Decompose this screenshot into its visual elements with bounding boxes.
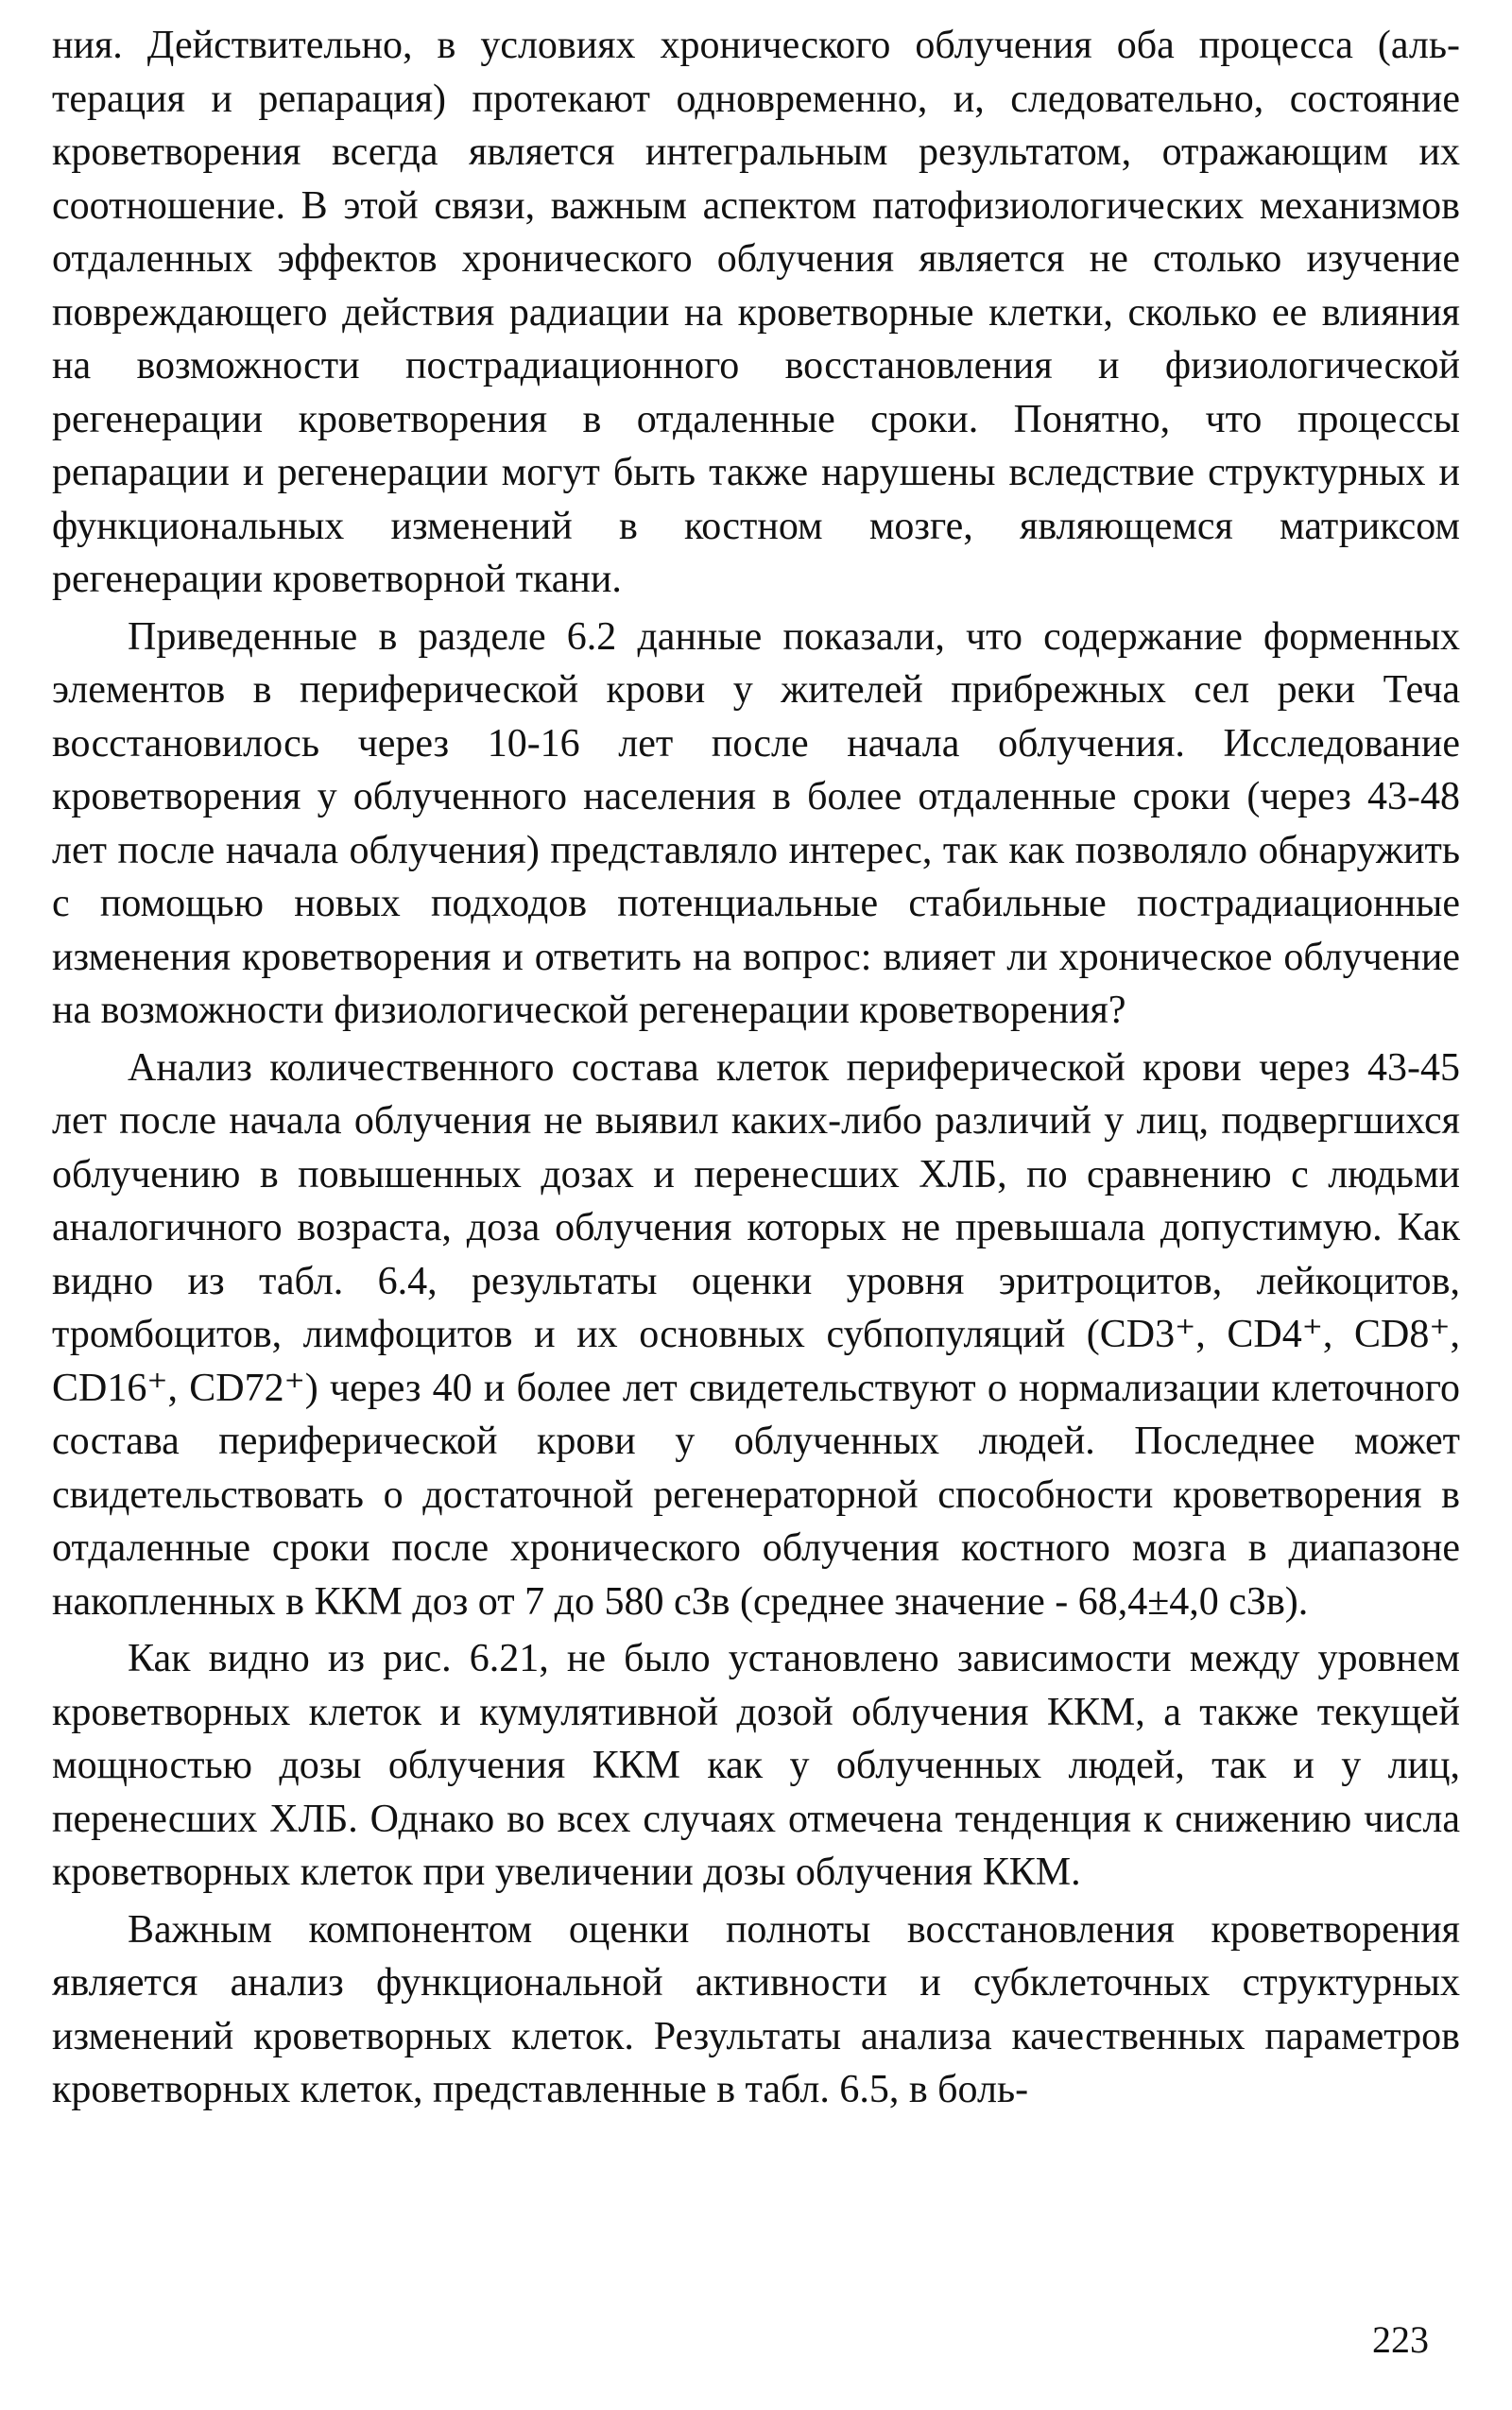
paragraph-2: Приведенные в разделе 6.2 данные показали, что содержание форменных элементов в периферической крови у жителей прибрежных сел реки Теча восстановилось через 10-16 лет после начала облучения. Исследование кроветворения у облученного населения в более отдаленные сроки (через 43-48 лет после начала облучения) представляло интерес, так как позволяло обнаружить с помощью новых подходов потенциальные стабильные пострадиационные изменения кроветворения и ответить на вопрос: влияет ли хроническое облучение на возможности физиологической регенерации кроветворения?	[52, 614, 1460, 1032]
paragraph-3: Анализ количественного состава клеток периферической крови через 43-45 лет после начала облучения не выявил каких-либо различий у лиц, подвергшихся облучению в повышенных дозах и перенесших ХЛБ, по сравнению с людьми аналогичного возраста, доза облучения которых не превышала допустимую. Как видно из табл. 6.4, результаты оценки уровня эритроцитов, лейкоцитов, тромбоцитов, лимфоцитов и их основных субпопуляций (CD3⁺, CD4⁺, CD8⁺, CD16⁺, CD72⁺) через 40 и более лет свидетельствуют о нормализации клеточного состава периферической крови у облученных людей. Последнее может свидетельствовать о достаточной регенераторной способности кроветворения в отдаленные сроки после хронического облучения костного мозга в диапазоне накопленных в ККМ доз от 7 до 580 сЗв (среднее значение - 68,4±4,0 сЗв).	[52, 1045, 1460, 1624]
paragraph-1: ния. Действительно, в условиях хронического облучения оба процесса (альтерация и репарация) протекают одновременно, и, следовательно, состояние кроветворения всегда является интегральным результатом, отражающим их соотношение. В этой связи, важным аспектом патофизиологических механизмов отдаленных эффектов хронического облучения является не столько изучение повреждающего действия радиации на кроветворные клетки, сколько ее влияния на возможности пострадиационного восстановления и физиологической регенерации кроветворения в отдаленные сроки. Понятно, что процессы репарации и регенерации могут быть также нарушены вследствие структурных и функциональных изменений в костном мозге, являющемся матриксом регенерации кроветворной ткани.	[52, 24, 1460, 601]
paragraph-4: Как видно из рис. 6.21, не было установлено зависимости между уровнем кроветворных клеток и кумулятивной дозой облучения ККМ, а также текущей мощностью дозы облучения ККМ как у облученных людей, так и у лиц, перенесших ХЛБ. Однако во всех случаях отмечена тенденция к снижению числа кроветворных клеток при увеличении дозы облучения ККМ.	[52, 1637, 1460, 1894]
paragraph-5: Важным компонентом оценки полноты восстановления кроветворения является анализ функциональной активности и субклеточных структурных изменений кроветворных клеток. Результаты анализа качественных параметров кроветворных клеток, представленные в табл. 6.5, в боль-	[52, 1907, 1460, 2111]
body-text	[52, 19, 1460, 2117]
page-number: 223	[1372, 2318, 1429, 2361]
